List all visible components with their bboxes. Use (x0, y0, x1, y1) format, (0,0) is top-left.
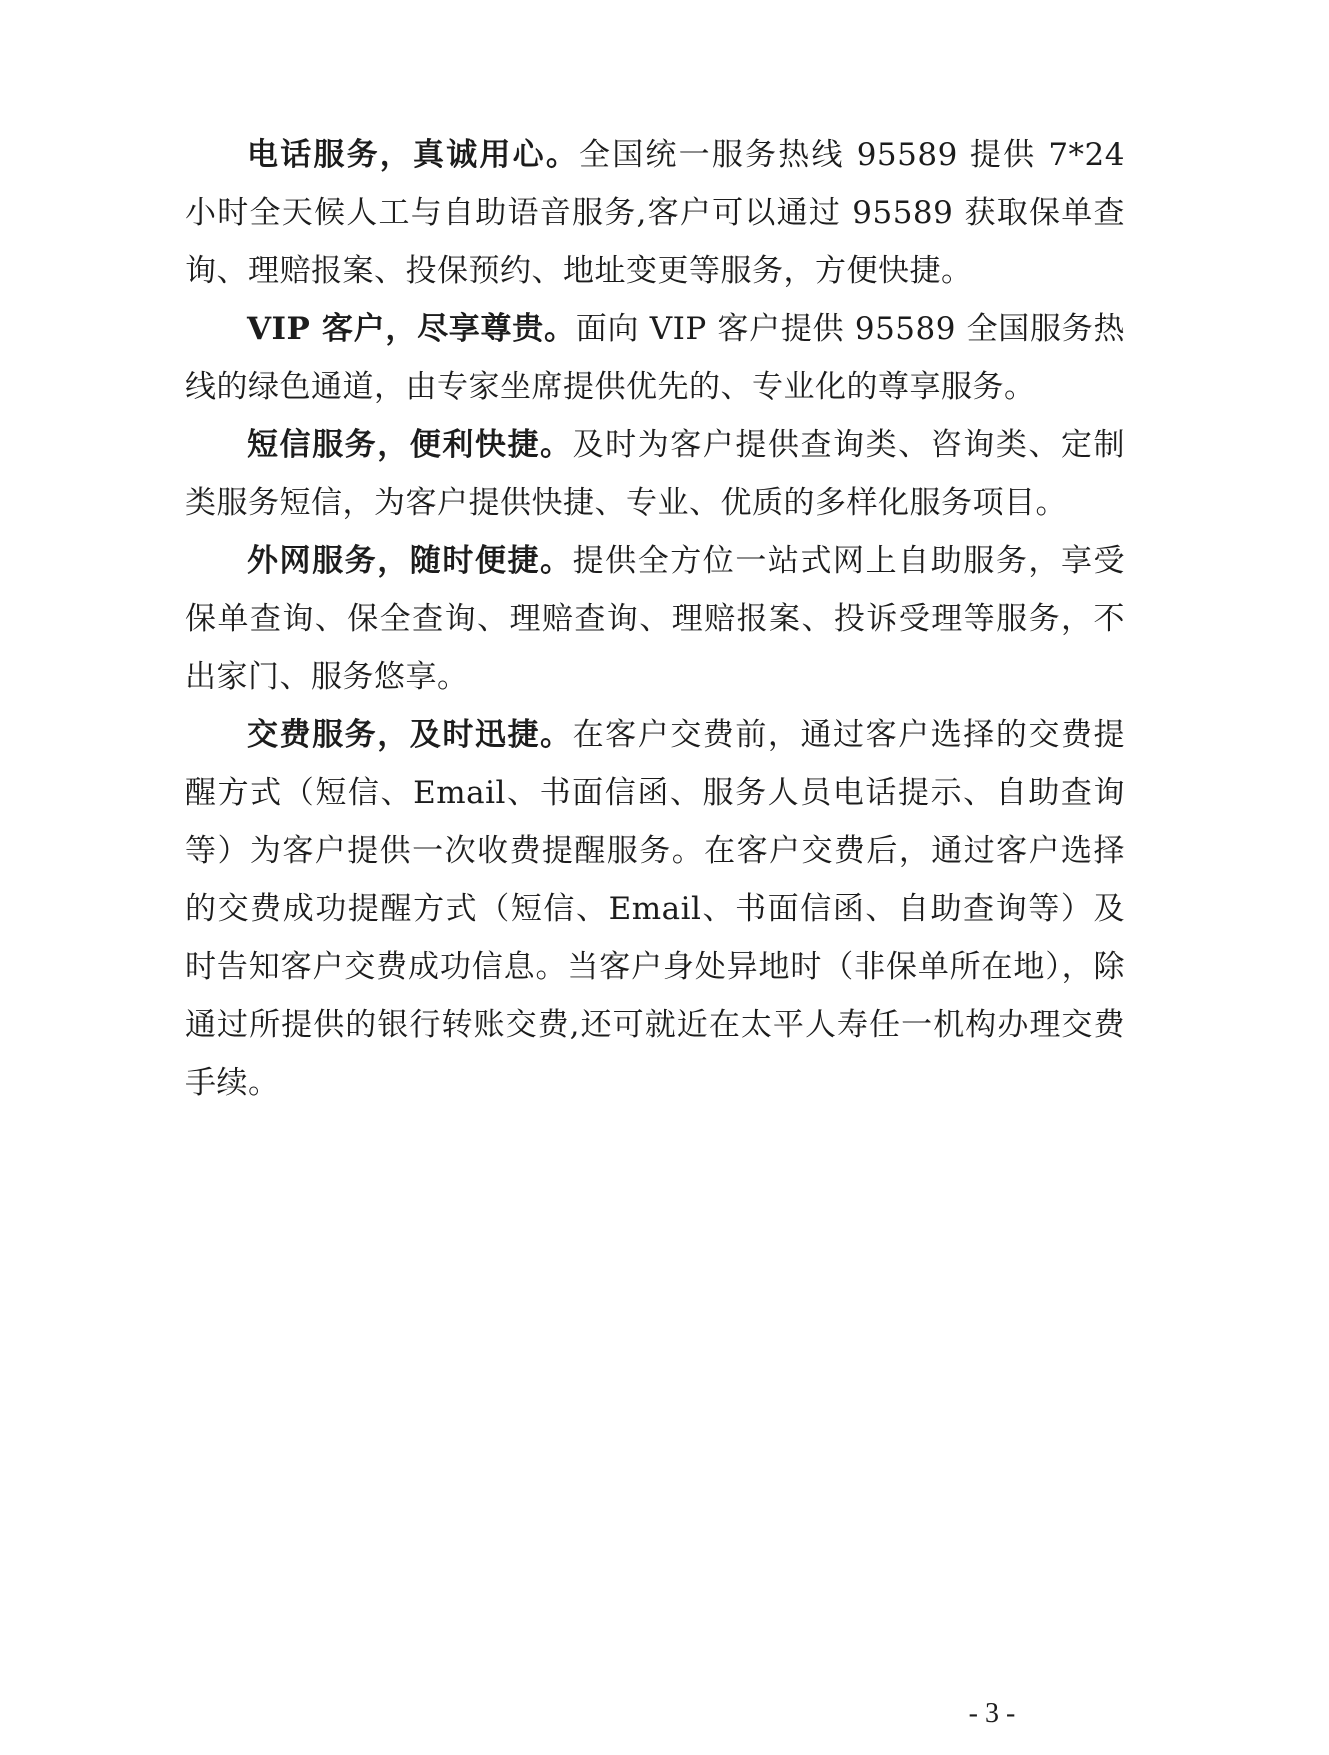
paragraph-body: 全国统一服务热线 95589 提供 7*24 小时全天候人工与自助语音服务,客户可以通过 95589 获取保单查询、理赔报案、投保预约、地址变更等服务，方便快捷。 (185, 137, 1126, 289)
paragraph-lead: VIP 客户，尽享尊贵。 (247, 311, 576, 347)
page-number: - 3 - (968, 1698, 1016, 1729)
paragraph-lead: 短信服务，便利快捷。 (247, 427, 573, 463)
paragraph-sms-service (185, 416, 1125, 532)
paragraph-payment-service (185, 706, 1125, 1112)
paragraph-body: 提供全方位一站式网上自助服务，享受保单查询、保全查询、理赔查询、理赔报案、投诉受理等服务，不出家门、服务悠享。 (185, 543, 1125, 695)
paragraph-lead: 交费服务，及时迅捷。 (247, 717, 573, 753)
paragraph-web-service (185, 532, 1125, 706)
paragraph-body: 面向 VIP 客户提供 95589 全国服务热线的绿色通道，由专家坐席提供优先的、专业化的尊享服务。 (185, 311, 1125, 405)
paragraph-vip-customer (185, 300, 1125, 416)
document-body (185, 126, 1125, 1112)
paragraph-lead: 外网服务，随时便捷。 (247, 543, 573, 579)
paragraph-lead: 电话服务，真诚用心。 (247, 137, 580, 173)
paragraph-phone-service (185, 126, 1125, 300)
paragraph-body: 及时为客户提供查询类、咨询类、定制类服务短信，为客户提供快捷、专业、优质的多样化服务项目。 (185, 427, 1125, 521)
paragraph-body: 在客户交费前，通过客户选择的交费提醒方式（短信、Email、书面信函、服务人员电话提示、自助查询等）为客户提供一次收费提醒服务。在客户交费后，通过客户选择的交费成功提醒方式（短信、Email、书面信函、自助查询等）及时告知客户交费成功信息。当客户身处异地时（非保单所在地），除通过所提供的银行转账交费,还可就近在太平人寿任一机构办理交费手续。 (185, 717, 1125, 1101)
